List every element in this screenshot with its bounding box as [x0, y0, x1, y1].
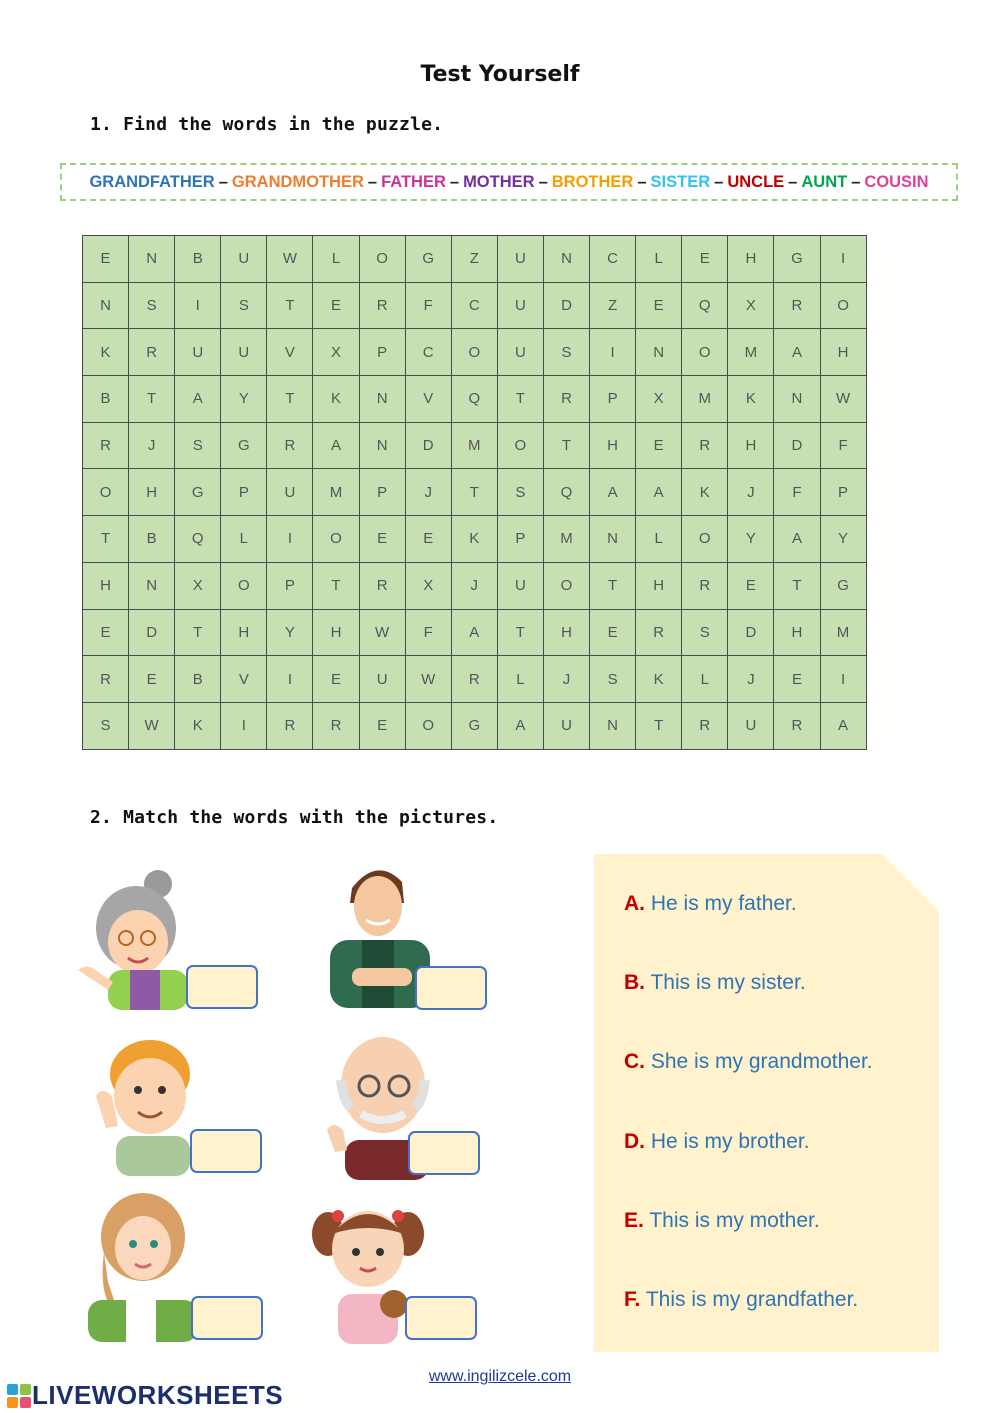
grid-cell[interactable]: O	[682, 329, 728, 376]
grid-cell[interactable]: Y	[221, 376, 267, 423]
grid-cell[interactable]: J	[405, 469, 451, 516]
grid-cell[interactable]: H	[728, 422, 774, 469]
grid-cell[interactable]: U	[497, 329, 543, 376]
liveworksheets-logo	[6, 1380, 283, 1411]
grid-row	[83, 376, 867, 423]
grid-cell[interactable]: J	[543, 656, 589, 703]
grid-cell[interactable]: B	[175, 656, 221, 703]
grid-cell[interactable]: R	[267, 422, 313, 469]
grid-cell[interactable]: A	[175, 376, 221, 423]
grid-cell[interactable]: A	[820, 702, 866, 749]
grid-cell[interactable]: T	[636, 702, 682, 749]
grid-cell[interactable]: A	[497, 702, 543, 749]
word-separator: –	[714, 172, 724, 191]
grid-cell[interactable]: H	[313, 609, 359, 656]
liveworksheets-logo-icon	[6, 1383, 32, 1409]
word-bank-item: SISTER	[650, 172, 711, 191]
grid-cell[interactable]: M	[820, 609, 866, 656]
sentence-e: E. This is my mother.	[624, 1209, 820, 1232]
grandmother-picture	[68, 870, 198, 1010]
grid-cell[interactable]: E	[682, 236, 728, 283]
grid-cell[interactable]: D	[405, 422, 451, 469]
grid-cell[interactable]: O	[313, 516, 359, 563]
grid-cell[interactable]: H	[774, 609, 820, 656]
word-bank-item: MOTHER	[463, 172, 535, 191]
grid-cell[interactable]: Z	[590, 282, 636, 329]
grid-cell[interactable]: A	[636, 469, 682, 516]
grid-cell[interactable]: N	[543, 236, 589, 283]
grid-cell[interactable]: X	[728, 282, 774, 329]
grid-cell[interactable]: U	[497, 282, 543, 329]
grid-cell[interactable]: N	[83, 282, 129, 329]
grid-cell[interactable]: E	[774, 656, 820, 703]
grid-cell[interactable]: P	[820, 469, 866, 516]
grid-cell[interactable]: E	[83, 236, 129, 283]
answer-box-father[interactable]	[415, 966, 487, 1010]
grid-row	[83, 282, 867, 329]
grid-cell[interactable]: R	[774, 702, 820, 749]
grid-cell[interactable]: O	[820, 282, 866, 329]
grid-cell[interactable]: V	[221, 656, 267, 703]
grid-cell[interactable]: S	[543, 329, 589, 376]
grid-cell[interactable]: W	[359, 609, 405, 656]
word-bank-item: UNCLE	[727, 172, 785, 191]
grid-cell[interactable]: R	[83, 422, 129, 469]
grid-cell[interactable]: J	[728, 656, 774, 703]
grid-cell[interactable]: C	[405, 329, 451, 376]
grid-cell[interactable]: R	[129, 329, 175, 376]
grid-cell[interactable]: A	[451, 609, 497, 656]
grid-cell[interactable]: E	[359, 702, 405, 749]
grid-cell[interactable]: H	[543, 609, 589, 656]
grid-cell[interactable]: U	[728, 702, 774, 749]
grid-cell[interactable]: R	[682, 702, 728, 749]
grid-cell[interactable]: A	[774, 516, 820, 563]
grid-cell[interactable]: U	[497, 236, 543, 283]
grid-cell[interactable]: X	[405, 562, 451, 609]
grid-cell[interactable]: E	[129, 656, 175, 703]
word-bank	[60, 163, 958, 201]
grid-cell[interactable]: Y	[820, 516, 866, 563]
grid-row	[83, 656, 867, 703]
grid-cell[interactable]: K	[636, 656, 682, 703]
word-separator: –	[851, 172, 861, 191]
grid-cell[interactable]: H	[83, 562, 129, 609]
grid-cell[interactable]: K	[451, 516, 497, 563]
grid-cell[interactable]: N	[129, 562, 175, 609]
sentence-b: B. This is my sister.	[624, 971, 806, 994]
grid-cell[interactable]: O	[405, 702, 451, 749]
grid-cell[interactable]: C	[451, 282, 497, 329]
word-bank-item: AUNT	[801, 172, 848, 191]
answer-box-brother[interactable]	[190, 1129, 262, 1173]
grid-cell[interactable]: G	[820, 562, 866, 609]
grid-cell[interactable]: N	[359, 422, 405, 469]
grid-cell[interactable]: N	[129, 236, 175, 283]
word-separator: –	[218, 172, 228, 191]
grid-cell[interactable]: P	[267, 562, 313, 609]
word-bank-item: COUSIN	[864, 172, 929, 191]
grid-cell[interactable]: T	[83, 516, 129, 563]
grid-cell[interactable]: S	[590, 656, 636, 703]
grid-cell[interactable]: P	[590, 376, 636, 423]
grid-cell[interactable]: K	[175, 702, 221, 749]
word-bank-item: BROTHER	[551, 172, 634, 191]
grid-cell[interactable]: I	[820, 656, 866, 703]
section-2-heading: 2. Match the words with the pictures.	[90, 807, 499, 828]
grid-cell[interactable]: P	[359, 329, 405, 376]
grid-cell[interactable]: I	[590, 329, 636, 376]
grid-cell[interactable]: W	[820, 376, 866, 423]
grid-cell[interactable]: O	[83, 469, 129, 516]
grid-cell[interactable]: I	[267, 656, 313, 703]
grid-cell[interactable]: T	[543, 422, 589, 469]
grid-cell[interactable]: E	[590, 609, 636, 656]
grid-cell[interactable]: J	[129, 422, 175, 469]
grid-cell[interactable]: Q	[451, 376, 497, 423]
grid-cell[interactable]: T	[451, 469, 497, 516]
word-bank-item: GRANDMOTHER	[231, 172, 364, 191]
grid-cell[interactable]: J	[728, 469, 774, 516]
grid-row	[83, 609, 867, 656]
grid-cell[interactable]: M	[313, 469, 359, 516]
grid-cell[interactable]: K	[728, 376, 774, 423]
grid-cell[interactable]: T	[497, 609, 543, 656]
sentence-c: C. She is my grandmother.	[624, 1050, 873, 1073]
grid-cell[interactable]: N	[590, 702, 636, 749]
grid-cell[interactable]: N	[359, 376, 405, 423]
answer-box-grandfather[interactable]	[408, 1131, 480, 1175]
grid-cell[interactable]: A	[313, 422, 359, 469]
grid-cell[interactable]: O	[682, 516, 728, 563]
grid-cell[interactable]: S	[175, 422, 221, 469]
grid-cell[interactable]: O	[543, 562, 589, 609]
grid-cell[interactable]: W	[405, 656, 451, 703]
grid-cell[interactable]: Y	[728, 516, 774, 563]
word-separator: –	[449, 172, 460, 191]
grid-cell[interactable]: M	[682, 376, 728, 423]
grid-cell[interactable]: L	[497, 656, 543, 703]
grid-cell[interactable]: T	[129, 376, 175, 423]
grid-cell[interactable]: S	[497, 469, 543, 516]
grid-cell[interactable]: M	[451, 422, 497, 469]
grid-cell[interactable]: N	[636, 329, 682, 376]
grid-cell[interactable]: A	[590, 469, 636, 516]
grid-cell[interactable]: R	[83, 656, 129, 703]
grid-cell[interactable]: E	[728, 562, 774, 609]
grid-cell[interactable]: D	[543, 282, 589, 329]
grid-cell[interactable]: C	[590, 236, 636, 283]
grid-cell[interactable]: B	[129, 516, 175, 563]
source-link[interactable]: www.ingilizcele.com	[428, 1368, 572, 1385]
grid-cell[interactable]: P	[497, 516, 543, 563]
grid-row	[83, 329, 867, 376]
grid-row	[83, 469, 867, 516]
grid-cell[interactable]: T	[497, 376, 543, 423]
grid-row	[83, 236, 867, 283]
grid-cell[interactable]: H	[129, 469, 175, 516]
grid-cell[interactable]: O	[359, 236, 405, 283]
grid-cell[interactable]: H	[636, 562, 682, 609]
grid-cell[interactable]: D	[129, 609, 175, 656]
grid-cell[interactable]: N	[774, 376, 820, 423]
grid-row	[83, 562, 867, 609]
grid-cell[interactable]: E	[313, 282, 359, 329]
word-bank-item: FATHER	[381, 172, 446, 191]
grid-cell[interactable]: R	[682, 422, 728, 469]
mother-picture	[78, 1192, 198, 1342]
grid-cell[interactable]: B	[83, 376, 129, 423]
grid-cell[interactable]: S	[83, 702, 129, 749]
grid-cell[interactable]: O	[497, 422, 543, 469]
grid-cell[interactable]: D	[774, 422, 820, 469]
grid-cell[interactable]: B	[175, 236, 221, 283]
grid-cell[interactable]: S	[682, 609, 728, 656]
grid-cell[interactable]: O	[221, 562, 267, 609]
grid-cell[interactable]: T	[267, 282, 313, 329]
page-title: Test Yourself	[420, 62, 580, 87]
grid-cell[interactable]: X	[175, 562, 221, 609]
grid-cell[interactable]: A	[774, 329, 820, 376]
word-search-grid	[82, 235, 867, 750]
grid-cell[interactable]: I	[175, 282, 221, 329]
word-separator: –	[367, 172, 378, 191]
grid-cell[interactable]: I	[820, 236, 866, 283]
grid-cell[interactable]: L	[636, 236, 682, 283]
grid-cell[interactable]: L	[313, 236, 359, 283]
grid-cell[interactable]: U	[497, 562, 543, 609]
grid-cell[interactable]: Q	[682, 282, 728, 329]
grid-cell[interactable]: F	[405, 609, 451, 656]
grid-cell[interactable]: G	[405, 236, 451, 283]
grid-cell[interactable]: L	[682, 656, 728, 703]
sentence-f: F. This is my grandfather.	[624, 1288, 859, 1311]
grid-cell[interactable]: S	[221, 282, 267, 329]
grid-cell[interactable]: R	[682, 562, 728, 609]
grid-cell[interactable]: W	[267, 236, 313, 283]
grid-cell[interactable]: T	[267, 376, 313, 423]
grid-cell[interactable]: G	[221, 422, 267, 469]
grid-cell[interactable]: F	[774, 469, 820, 516]
grid-cell[interactable]: E	[313, 656, 359, 703]
grid-cell[interactable]: L	[636, 516, 682, 563]
grid-cell[interactable]: Y	[267, 609, 313, 656]
grid-cell[interactable]: R	[313, 702, 359, 749]
grid-cell[interactable]: P	[221, 469, 267, 516]
grid-cell[interactable]: T	[590, 562, 636, 609]
grid-cell[interactable]: D	[728, 609, 774, 656]
grid-cell[interactable]: E	[359, 516, 405, 563]
grid-cell[interactable]: E	[405, 516, 451, 563]
section-1-heading: 1. Find the words in the puzzle.	[90, 114, 444, 135]
sentence-d: D. He is my brother.	[624, 1130, 810, 1153]
grid-cell[interactable]: M	[543, 516, 589, 563]
grid-cell[interactable]: U	[543, 702, 589, 749]
grid-cell[interactable]: K	[682, 469, 728, 516]
grid-cell[interactable]: F	[405, 282, 451, 329]
grid-cell[interactable]: S	[129, 282, 175, 329]
answer-box-sister[interactable]	[405, 1296, 477, 1340]
grid-cell[interactable]: U	[221, 236, 267, 283]
grid-cell[interactable]: H	[728, 236, 774, 283]
grid-cell[interactable]: R	[774, 282, 820, 329]
grid-cell[interactable]: R	[636, 609, 682, 656]
grid-cell[interactable]: U	[175, 329, 221, 376]
grid-cell[interactable]: X	[313, 329, 359, 376]
grid-cell[interactable]: H	[590, 422, 636, 469]
grid-cell[interactable]: T	[175, 609, 221, 656]
grid-cell[interactable]: W	[129, 702, 175, 749]
grid-cell[interactable]: L	[221, 516, 267, 563]
grid-cell[interactable]: Q	[175, 516, 221, 563]
grid-cell[interactable]: E	[636, 282, 682, 329]
grid-row	[83, 422, 867, 469]
grid-cell[interactable]: H	[221, 609, 267, 656]
grid-cell[interactable]: R	[543, 376, 589, 423]
grid-cell[interactable]: Z	[451, 236, 497, 283]
sentences-note-card	[594, 854, 939, 1352]
liveworksheets-logo-text: LIVEWORKSHEETS	[32, 1380, 284, 1410]
grid-cell[interactable]: R	[359, 562, 405, 609]
grid-cell[interactable]: I	[221, 702, 267, 749]
word-separator: –	[538, 172, 548, 191]
word-separator: –	[788, 172, 798, 191]
grid-cell[interactable]: X	[636, 376, 682, 423]
grid-cell[interactable]: R	[267, 702, 313, 749]
grid-cell[interactable]: U	[359, 656, 405, 703]
word-bank-item: GRANDFATHER	[89, 172, 215, 191]
grid-cell[interactable]: P	[359, 469, 405, 516]
grid-cell[interactable]: H	[820, 329, 866, 376]
sentence-a: A. He is my father.	[624, 892, 797, 915]
answer-box-grandmother[interactable]	[186, 965, 258, 1009]
grid-cell[interactable]: V	[267, 329, 313, 376]
grid-cell[interactable]: G	[774, 236, 820, 283]
grid-cell[interactable]: R	[359, 282, 405, 329]
grid-cell[interactable]: I	[267, 516, 313, 563]
grid-cell[interactable]: K	[83, 329, 129, 376]
grid-cell[interactable]: Q	[543, 469, 589, 516]
grid-cell[interactable]: R	[451, 656, 497, 703]
grid-row	[83, 702, 867, 749]
grid-cell[interactable]: G	[175, 469, 221, 516]
grid-cell[interactable]: E	[83, 609, 129, 656]
answer-box-mother[interactable]	[191, 1296, 263, 1340]
grid-cell[interactable]: F	[820, 422, 866, 469]
grid-cell[interactable]: V	[405, 376, 451, 423]
word-separator: –	[637, 172, 647, 191]
grid-cell[interactable]: G	[451, 702, 497, 749]
grid-cell[interactable]: T	[774, 562, 820, 609]
brother-picture	[92, 1036, 202, 1176]
grid-cell[interactable]: U	[221, 329, 267, 376]
grid-cell[interactable]: U	[267, 469, 313, 516]
grid-cell[interactable]: T	[313, 562, 359, 609]
grid-cell[interactable]: J	[451, 562, 497, 609]
grid-cell[interactable]: K	[313, 376, 359, 423]
grid-cell[interactable]: N	[590, 516, 636, 563]
grid-cell[interactable]: O	[451, 329, 497, 376]
grid-row	[83, 516, 867, 563]
grid-cell[interactable]: M	[728, 329, 774, 376]
grid-cell[interactable]: E	[636, 422, 682, 469]
